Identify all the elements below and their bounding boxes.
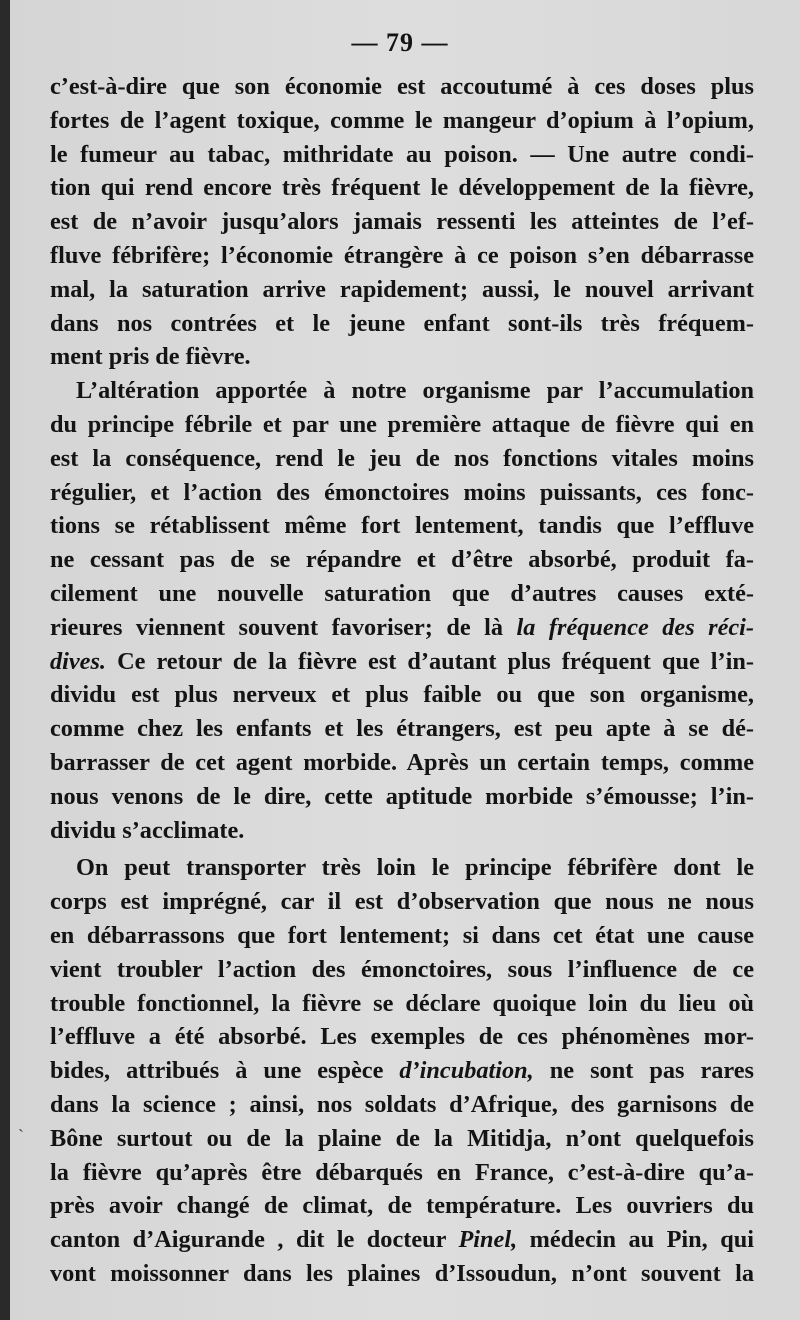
paragraph-3 bbox=[50, 851, 754, 1290]
text-line bbox=[50, 645, 754, 679]
text-line: dans nos contrées et le jeune enfant sont-ils très fréquem- bbox=[50, 309, 754, 337]
text-line: Bône surtout ou de la plaine de la Mitidja, n’ont quelquefois bbox=[50, 1124, 754, 1152]
text-line: en débarrassons que fort lentement; si dans cet état une cause bbox=[50, 921, 754, 949]
italic-phrase: la fréquence des réci- bbox=[516, 613, 754, 641]
text-line: vient troubler l’action des émonctoires, sous l’influence de ce bbox=[50, 955, 754, 983]
text-line: fortes de l’agent toxique, comme le mangeur d’opium à l’opium, bbox=[50, 106, 754, 134]
text-line: On peut transporter très loin le principe fébrifère dont le bbox=[76, 854, 754, 882]
text-line: L’altération apportée à notre organisme par l’accumulation bbox=[76, 377, 754, 405]
text-line: régulier, et l’action des émonctoires moins puissants, ces fonc- bbox=[50, 478, 754, 506]
page-number: — 79 — bbox=[351, 28, 449, 57]
text-line: mal, la saturation arrive rapidement; aussi, le nouvel arrivant bbox=[50, 275, 754, 303]
text-line: près avoir changé de climat, de température. Les ouvriers du bbox=[50, 1192, 754, 1220]
text-line: fluve fébrifère; l’économie étrangère à ce poison s’en débarrasse bbox=[50, 241, 754, 269]
text-line: est de n’avoir jusqu’alors jamais ressenti les atteintes de l’ef- bbox=[50, 208, 754, 236]
text-span: bides, attribués à une espèce bbox=[50, 1057, 384, 1085]
italic-phrase: d’incubation, bbox=[399, 1057, 534, 1085]
text-line: cilement une nouvelle saturation que d’autres causes exté- bbox=[50, 579, 754, 607]
text-line: la fièvre qu’après être débarqués en France, c’est-à-dire qu’a- bbox=[50, 1158, 754, 1186]
text-line: le fumeur au tabac, mithridate au poison. — Une autre condi- bbox=[50, 140, 754, 168]
text-line: est la conséquence, rend le jeu de nos fonctions vitales moins bbox=[50, 444, 754, 472]
paragraph-1 bbox=[50, 70, 754, 374]
text-span: Ce retour de la fièvre est d’autant plus fréquent que l’in- bbox=[117, 647, 754, 675]
text-line: vont moissonner dans les plaines d’Issoudun, n’ont souvent la bbox=[50, 1259, 754, 1287]
text-span: rieures viennent souvent favoriser; de là bbox=[50, 613, 504, 641]
text-line: tion qui rend encore très fréquent le développement de la fièvre, bbox=[50, 174, 754, 202]
text-line: ment pris de fièvre. bbox=[50, 343, 251, 371]
text-line: ne cessant pas de se répandre et d’être absorbé, produit fa- bbox=[50, 546, 754, 574]
text-line: l’effluve a été absorbé. Les exemples de ces phénomènes mor- bbox=[50, 1023, 754, 1051]
text-line: dividu est plus nerveux et plus faible ou que son organisme, bbox=[50, 681, 754, 709]
text-line: dividu s’acclimate. bbox=[50, 816, 245, 844]
text-line: trouble fonctionnel, la fièvre se déclare quoique loin du lieu où bbox=[50, 989, 754, 1017]
text-line: nous venons de le dire, cette aptitude morbide s’émousse; l’in- bbox=[50, 782, 754, 810]
text-line bbox=[50, 1223, 754, 1257]
text-line: corps est imprégné, car il est d’observation que nous ne nous bbox=[50, 888, 754, 916]
text-span: médecin au Pin, qui bbox=[529, 1226, 754, 1254]
text-line: barrasser de cet agent morbide. Après un certain temps, comme bbox=[50, 748, 754, 776]
italic-phrase: dives. bbox=[50, 647, 106, 675]
text-line: comme chez les enfants et les étrangers, est peu apte à se dé- bbox=[50, 715, 754, 743]
text-line bbox=[50, 1054, 754, 1088]
italic-phrase: Pinel, bbox=[458, 1226, 518, 1254]
margin-mark: ` bbox=[18, 1126, 24, 1146]
text-line: dans la science ; ainsi, nos soldats d’Afrique, des garnisons de bbox=[50, 1090, 754, 1118]
text-line: du principe fébrile et par une première attaque de fièvre qui en bbox=[50, 410, 754, 438]
text-line: tions se rétablissent même fort lentement, tandis que l’effluve bbox=[50, 512, 754, 540]
text-line bbox=[50, 611, 754, 645]
text-line: c’est-à-dire que son économie est accoutumé à ces doses plus bbox=[50, 73, 754, 100]
text-span: canton d’Aigurande , dit le docteur bbox=[50, 1226, 446, 1254]
text-span: ne sont pas rares bbox=[549, 1057, 754, 1085]
body-text bbox=[50, 70, 754, 1291]
paragraph-2 bbox=[50, 374, 754, 847]
